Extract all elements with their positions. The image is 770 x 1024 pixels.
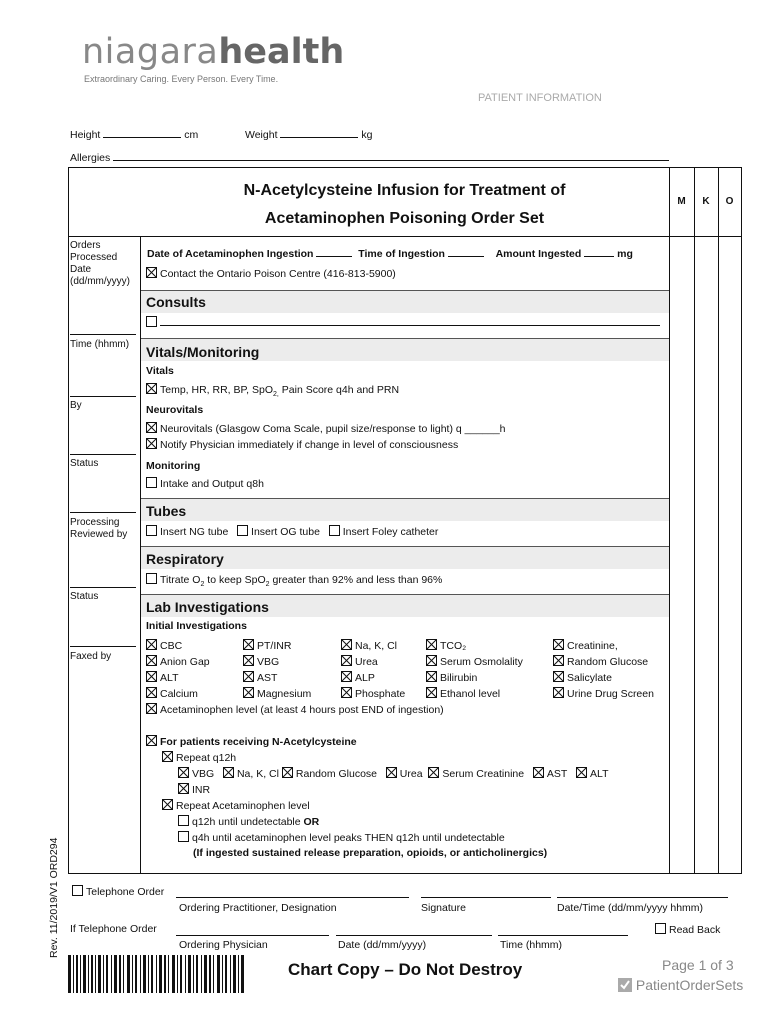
date-field[interactable] [336,935,492,936]
lab-label: Creatinine, [567,640,618,652]
titrate-o2-text: Titrate O [160,574,201,586]
lab-label: ALP [355,672,375,684]
contact-poison-centre-text: Contact the Ontario Poison Centre (416-813-5900) [160,268,396,280]
lab-checkbox[interactable] [426,687,437,698]
orders-processed-date-label: Orders Processed Date (dd/mm/yyyy) [70,240,130,287]
ng-tube-text: Insert NG tube [160,526,229,538]
patient-information-label: PATIENT INFORMATION [478,92,602,104]
notify-physician-checkbox[interactable] [146,438,157,449]
status-label-2: Status [70,591,99,602]
repeat-na-k-cl-checkbox[interactable] [223,767,234,778]
repeat-serum-creatinine-label: Serum Creatinine [442,768,525,780]
frame-left [68,167,69,874]
frame-right [741,167,742,874]
by-label: By [70,400,82,411]
lab-label: Salicylate [567,672,612,684]
neurovitals-subheading: Neurovitals [146,404,204,416]
lab-checkbox[interactable] [146,639,157,650]
ingestion-date-field[interactable] [316,256,352,257]
lab-checkbox[interactable] [553,655,564,666]
column-header-o: O [725,196,734,207]
repeat-items-row [178,767,609,780]
column-header-k: K [702,196,710,207]
sustained-release-note: (If ingested sustained release preparation, opioids, or anticholinergics) [193,847,548,859]
labs-column-2 [243,638,311,702]
vitals-item [146,383,399,398]
allergies-row [70,152,669,164]
frame-top [68,167,742,168]
chart-copy-notice: Chart Copy – Do Not Destroy [288,960,523,979]
lab-item [341,638,405,654]
neurovitals-item [146,422,506,435]
lab-item [146,686,210,702]
repeat-urea-checkbox[interactable] [386,767,397,778]
status-field-2[interactable] [70,646,136,647]
title-divider [68,236,742,237]
q4h-checkbox[interactable] [178,831,189,842]
ingestion-time-field[interactable] [448,256,484,257]
lab-item [341,670,405,686]
lab-item [146,670,210,686]
ingestion-row [147,248,633,260]
q12h-undetectable-item [178,815,319,828]
lab-label: PT/INR [257,640,292,652]
lab-label: Anion Gap [160,656,210,668]
neurovitals-checkbox[interactable] [146,422,157,433]
vitals-item-text-2: Pain Score q4h and PRN [278,384,400,396]
weight-row [245,129,372,141]
lab-item [426,670,523,686]
lab-checkbox[interactable] [243,655,254,666]
repeat-acetaminophen-checkbox[interactable] [162,799,173,810]
initial-investigations-subheading: Initial Investigations [146,620,247,632]
contact-poison-centre-item [146,267,396,280]
telephone-order-checkbox[interactable] [72,885,83,896]
page-number: Page 1 of 3 [662,957,734,973]
vitals-checkbox[interactable] [146,383,157,394]
read-back-label: Read Back [669,924,721,936]
repeat-q12h-text: Repeat q12h [176,752,237,764]
lab-label: ALT [160,672,179,684]
inr-checkbox[interactable] [178,783,189,794]
repeat-acetaminophen-text: Repeat Acetaminophen level [176,800,310,812]
ordering-physician-label: Ordering Physician [179,939,268,951]
revision-code: Rev. 11/2019/V1 ORD294 [48,837,60,958]
vitals-monitoring-title: Vitals/Monitoring [146,344,260,360]
lab-checkbox[interactable] [146,671,157,682]
if-telephone-order-label: If Telephone Order [70,923,157,935]
lab-checkbox[interactable] [243,687,254,698]
by-field[interactable] [70,454,136,455]
tubes-title: Tubes [146,503,187,519]
lab-checkbox[interactable] [146,655,157,666]
labs-column-3 [341,638,405,702]
repeat-ast-label: AST [546,768,568,780]
consults-field[interactable] [160,325,660,326]
lab-label: Phosphate [355,688,406,700]
brand-text: PatientOrderSets [635,977,744,993]
q12h-undetectable-checkbox[interactable] [178,815,189,826]
vitals-item-subscript: 2, [273,391,279,399]
signature-label: Signature [421,902,466,914]
notify-physician-text: Notify Physician immediately if change in level of consciousness [160,439,459,451]
status-field-1[interactable] [70,512,136,513]
ingestion-time-label: Time of Ingestion [358,248,445,260]
barcode [68,955,244,993]
repeat-vbg-label: VBG [192,768,215,780]
respiratory-title: Respiratory [146,551,224,567]
read-back-item [655,923,720,936]
lab-item [553,670,654,686]
acetaminophen-level-checkbox[interactable] [146,703,157,714]
height-field[interactable] [103,137,181,138]
nac-header-item [146,735,357,748]
monitoring-subheading: Monitoring [146,460,201,472]
notify-physician-item [146,438,458,451]
lab-checkbox[interactable] [341,687,352,698]
lab-checkbox[interactable] [426,639,437,650]
lab-investigations-title: Lab Investigations [146,599,269,615]
repeat-urea-label: Urea [399,768,423,780]
lab-label: TCO₂ [440,640,467,652]
lab-checkbox[interactable] [341,639,352,650]
lab-label: Calcium [160,688,198,700]
lab-item [553,686,654,702]
lab-item [426,654,523,670]
vitals-subheading: Vitals [146,365,174,377]
allergies-field[interactable] [113,160,669,161]
logo-text-bold: health [218,32,345,72]
lab-label: CBC [160,640,183,652]
titrate-o2-text-3: greater than 92% and less than 96% [269,574,443,586]
ordering-practitioner-field[interactable] [176,897,409,898]
titrate-o2-text-2: to keep SpO [204,574,266,586]
logo [82,32,344,72]
lab-checkbox[interactable] [243,639,254,650]
og-tube-text: Insert OG tube [251,526,320,538]
titrate-o2-subscript-2: 2 [265,581,270,589]
tagline: Extraordinary Caring. Every Person. Every Time. [84,74,279,84]
lab-label: Random Glucose [567,656,649,668]
lab-label: AST [257,672,278,684]
or-text: OR [303,816,320,828]
brand [618,977,743,993]
og-tube-checkbox[interactable] [237,525,248,536]
processing-reviewed-by-field[interactable] [70,587,136,588]
amount-ingested-field[interactable] [584,256,614,257]
date-label: Date (dd/mm/yyyy) [338,939,427,951]
logo-text-light: niagara [82,32,219,72]
weight-unit: kg [361,129,373,141]
lab-label: Na, K, Cl [355,640,398,652]
repeat-random-glucose-label: Random Glucose [295,768,378,780]
lab-checkbox[interactable] [341,655,352,666]
checkmark-icon [618,978,632,992]
ordering-physician-field[interactable] [176,935,329,936]
intake-output-item [146,477,264,490]
lab-label: Bilirubin [440,672,478,684]
ng-tube-checkbox[interactable] [146,525,157,536]
amount-unit: mg [617,248,633,260]
repeat-q12h-checkbox[interactable] [162,751,173,762]
time-label: Time (hhmm) [70,339,130,350]
repeat-q12h-item [162,751,236,764]
read-back-checkbox[interactable] [655,923,666,934]
consults-section-bar [141,290,669,313]
intake-output-text: Intake and Output q8h [160,478,264,490]
q4h-item [178,831,505,844]
repeat-na-k-cl-label: Na, K, Cl [236,768,279,780]
contact-poison-centre-checkbox[interactable] [146,267,157,278]
column-header-m: M [677,196,686,207]
lab-item [243,654,311,670]
lab-checkbox[interactable] [553,687,564,698]
titrate-o2-item [146,573,442,588]
foley-catheter-checkbox[interactable] [329,525,340,536]
amount-ingested-label: Amount Ingested [495,248,582,260]
page-title [140,177,669,233]
lab-item [426,686,523,702]
repeat-serum-creatinine-checkbox[interactable] [428,767,439,778]
signature-field[interactable] [421,897,551,898]
datetime-field[interactable] [557,897,728,898]
lab-checkbox[interactable] [426,671,437,682]
repeat-ast-checkbox[interactable] [533,767,544,778]
repeat-alt-checkbox[interactable] [576,767,587,778]
labs-column-5 [553,638,654,702]
time-field[interactable] [70,396,136,397]
lab-item [243,670,311,686]
lab-item [341,686,405,702]
status-label-1: Status [70,458,99,469]
mko-divider-2 [694,167,695,873]
time-label-footer: Time (hhmm) [500,939,563,951]
vitals-item-text: Temp, HR, RR, BP, SpO [160,384,274,396]
inr-item [178,783,210,796]
consults-checkbox[interactable] [146,316,157,327]
lab-item [146,654,210,670]
labs-column-1 [146,638,210,702]
mko-divider-3 [718,167,719,873]
lab-checkbox[interactable] [341,671,352,682]
lab-checkbox[interactable] [426,655,437,666]
q4h-text: q4h until acetaminophen level peaks THEN q12h until undetectable [192,832,505,844]
repeat-random-glucose-checkbox[interactable] [282,767,293,778]
acetaminophen-level-text: Acetaminophen level (at least 4 hours post END of ingestion) [160,704,444,716]
lab-item [553,654,654,670]
repeat-alt-label: ALT [590,768,609,780]
consults-title: Consults [146,294,206,310]
lab-checkbox[interactable] [553,671,564,682]
telephone-order-label: Telephone Order [86,886,165,898]
consults-item [146,316,660,329]
inr-label: INR [192,784,211,796]
lab-label: Magnesium [257,688,312,700]
title-line-2: Acetaminophen Poisoning Order Set [264,210,545,227]
lab-item [243,686,311,702]
datetime-label: Date/Time (dd/mm/yyyy hhmm) [557,902,704,914]
nac-checkbox[interactable] [146,735,157,746]
repeat-vbg-checkbox[interactable] [178,767,189,778]
title-line-1: N-Acetylcysteine Infusion for Treatment of [243,182,566,199]
weight-label: Weight [245,129,278,141]
allergies-label: Allergies [70,152,111,164]
lab-item [146,638,210,654]
lab-checkbox[interactable] [243,671,254,682]
foley-catheter-text: Insert Foley catheter [342,526,439,538]
acetaminophen-level-item [146,703,444,716]
intake-output-checkbox[interactable] [146,477,157,488]
height-label: Height [70,129,101,141]
lab-item [341,654,405,670]
lab-label: VBG [257,656,280,668]
lab-checkbox[interactable] [553,639,564,650]
height-unit: cm [184,129,199,141]
orders-processed-date-field[interactable] [70,334,136,335]
lab-checkbox[interactable] [146,687,157,698]
time-field-footer[interactable] [498,935,628,936]
q12h-undetectable-text: q12h until undetectable [192,816,304,828]
lab-label: Urine Drug Screen [567,688,654,700]
lab-item [553,638,654,654]
titrate-o2-checkbox[interactable] [146,573,157,584]
processing-reviewed-by-label: Processing Reviewed by [70,517,128,540]
mko-divider-1 [669,167,670,873]
lab-label: Serum Osmolality [440,656,523,668]
frame-bottom [68,873,742,874]
lab-item [243,638,311,654]
lab-label: Urea [355,656,378,668]
ingestion-date-label: Date of Acetaminophen Ingestion [147,248,314,260]
tubes-section-bar [141,498,669,521]
telephone-order-item [72,885,164,898]
lab-label: Ethanol level [440,688,501,700]
titrate-o2-subscript-1: 2 [200,581,205,589]
height-row [70,129,198,141]
ordering-practitioner-label: Ordering Practitioner, Designation [179,902,337,914]
neurovitals-item-text: Neurovitals (Glasgow Coma Scale, pupil size/response to light) q ______h [160,423,506,435]
faxed-by-label: Faxed by [70,651,112,662]
lab-item [426,638,523,654]
labs-column-4 [426,638,523,702]
weight-field[interactable] [280,137,358,138]
nac-header-text: For patients receiving N-Acetylcysteine [160,736,357,748]
tubes-row [146,525,438,538]
repeat-acetaminophen-item [162,799,310,812]
